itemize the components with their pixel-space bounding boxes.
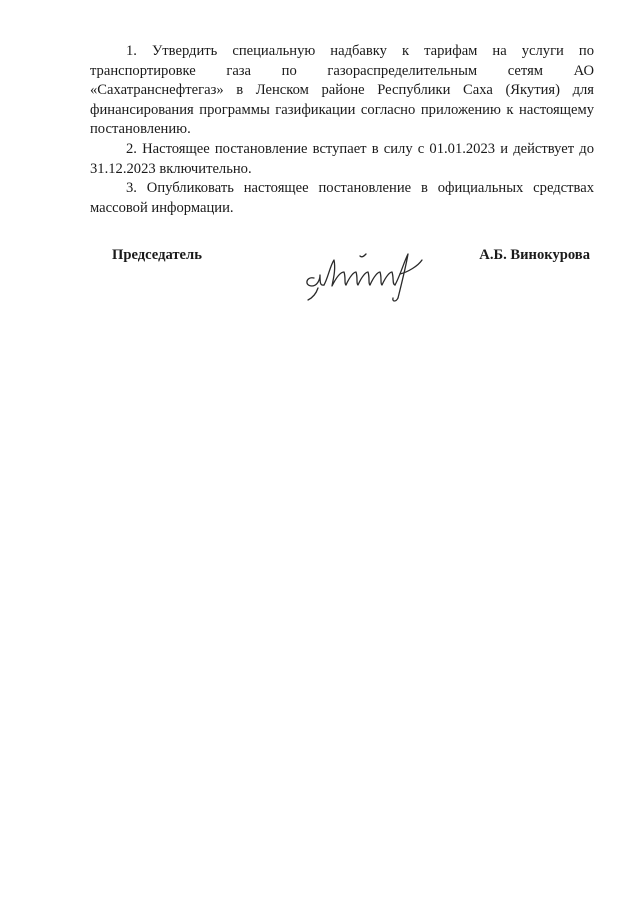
paragraph-1: 1. Утвердить специальную надбавку к тарифам на услуги по транспортировке газа по газораспределительным сетям АО «Сахатранснефтегаз» в Ленском районе Республики Саха (Якутия) для финансирования программы газификации согласно приложению к настоящему постановлению. <box>90 43 594 138</box>
handwritten-signature <box>300 248 430 304</box>
resolution-body <box>90 42 594 218</box>
signatory-role: Председатель <box>112 247 202 263</box>
signature-block <box>90 246 590 306</box>
paragraph-3: 3. Опубликовать настоящее постановление в официальных средствах массовой информации. <box>90 180 594 216</box>
signatory-name: А.Б. Винокурова <box>479 247 590 263</box>
paragraph-2: 2. Настоящее постановление вступает в силу с 01.01.2023 и действует до 31.12.2023 включительно. <box>90 140 594 177</box>
